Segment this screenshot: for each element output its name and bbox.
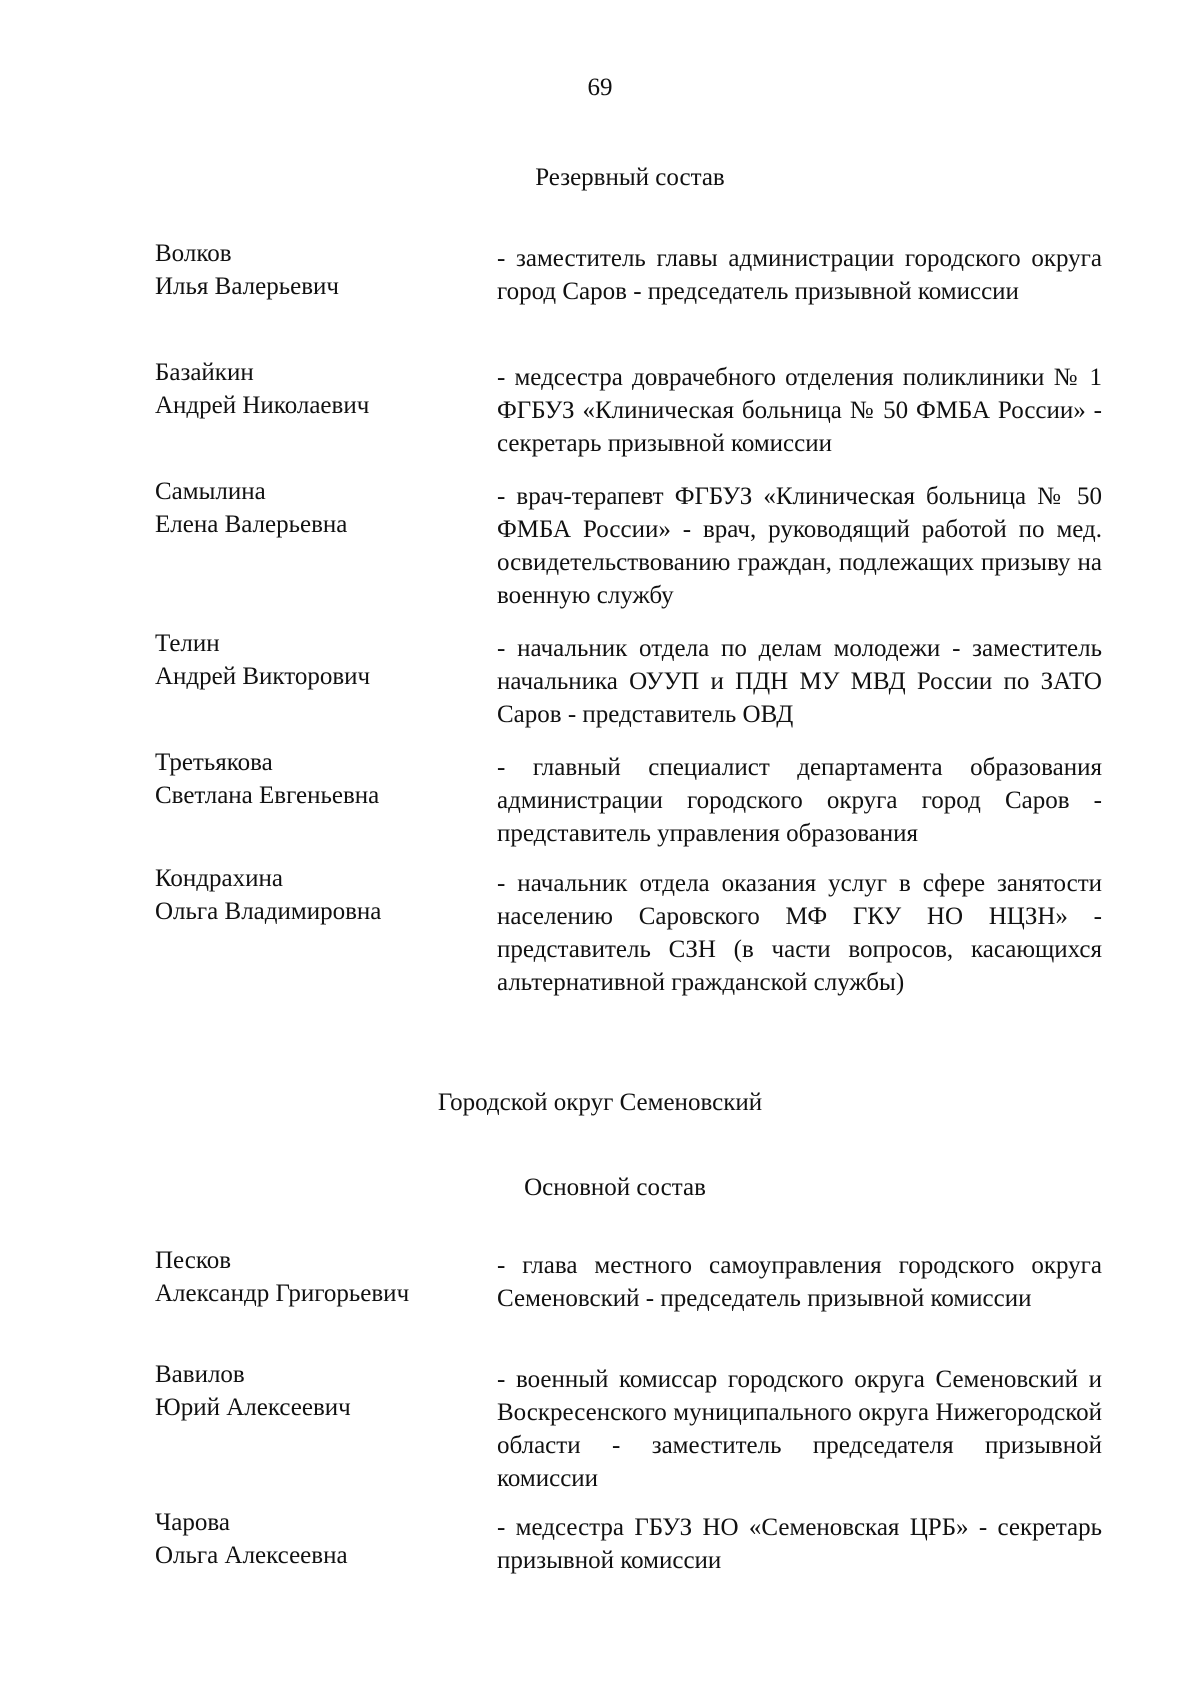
member-name xyxy=(155,628,475,693)
member-name xyxy=(155,1359,475,1424)
member-surname: Вавилов xyxy=(155,1361,245,1388)
member-name xyxy=(155,1507,475,1572)
member-role: - глава местного самоуправления городского округа Семеновский - председатель призывной комиссии xyxy=(497,1252,1102,1312)
district-title: Городской округ Семеновский xyxy=(437,1089,763,1116)
member-role: - начальник отдела оказания услуг в сфере занятости населению Саровского МФ ГКУ НО НЦЗН» - представитель СЗН (в части вопросов, касающихся альтернативной гражданской службы) xyxy=(497,870,1102,996)
member-name xyxy=(155,747,475,812)
member-surname: Волков xyxy=(155,240,232,267)
member-given-name: Елена Валерьевна xyxy=(155,510,348,538)
member-surname: Телин xyxy=(155,630,220,657)
member-name xyxy=(155,238,475,303)
member-surname: Базайкин xyxy=(155,359,254,386)
member-name xyxy=(155,476,475,541)
member-surname: Чарова xyxy=(155,1509,230,1536)
member-given-name: Илья Валерьевич xyxy=(155,272,339,300)
member-role: - медсестра ГБУЗ НО «Семеновская ЦРБ» - секретарь призывной комиссии xyxy=(497,1514,1102,1574)
section-heading-main: Основной состав xyxy=(524,1174,706,1201)
page-number: 69 xyxy=(587,74,613,101)
member-name xyxy=(155,1245,475,1310)
member-name xyxy=(155,357,475,422)
member-role: - начальник отдела по делам молодежи - заместитель начальника ОУУП и ПДН МУ МВД России по ЗАТО Саров - представитель ОВД xyxy=(497,635,1102,728)
member-surname: Третьякова xyxy=(155,749,273,776)
member-role: - медсестра доврачебного отделения поликлиники № 1 ФГБУЗ «Клиническая больница № 50 ФМБА России» - секретарь призывной комиссии xyxy=(497,364,1102,457)
member-given-name: Александр Григорьевич xyxy=(155,1279,410,1307)
member-surname: Песков xyxy=(155,1247,232,1274)
member-surname: Самылина xyxy=(155,478,266,505)
member-role: - военный комиссар городского округа Семеновский и Воскресенского муниципального округа Нижегородской области - заместитель председателя призывной комиссии xyxy=(497,1366,1102,1492)
member-given-name: Светлана Евгеньевна xyxy=(155,781,380,809)
member-role: - врач-терапевт ФГБУЗ «Клиническая больница № 50 ФМБА России» - врач, руководящий работой по мед. освидетельствованию граждан, подлежащих призыву на военную службу xyxy=(497,483,1102,609)
section-heading-reserve: Резервный состав xyxy=(535,164,725,191)
member-given-name: Юрий Алексеевич xyxy=(155,1393,351,1421)
member-name xyxy=(155,863,475,928)
member-surname: Кондрахина xyxy=(155,865,283,892)
member-given-name: Андрей Николаевич xyxy=(155,391,370,419)
member-given-name: Ольга Алексеевна xyxy=(155,1541,348,1569)
member-role: - главный специалист департамента образования администрации городского округа город Саров - представитель управления образования xyxy=(497,754,1102,847)
member-given-name: Ольга Владимировна xyxy=(155,897,382,925)
member-given-name: Андрей Викторович xyxy=(155,662,371,690)
member-role: - заместитель главы администрации городского округа город Саров - председатель призывной комиссии xyxy=(497,245,1102,305)
